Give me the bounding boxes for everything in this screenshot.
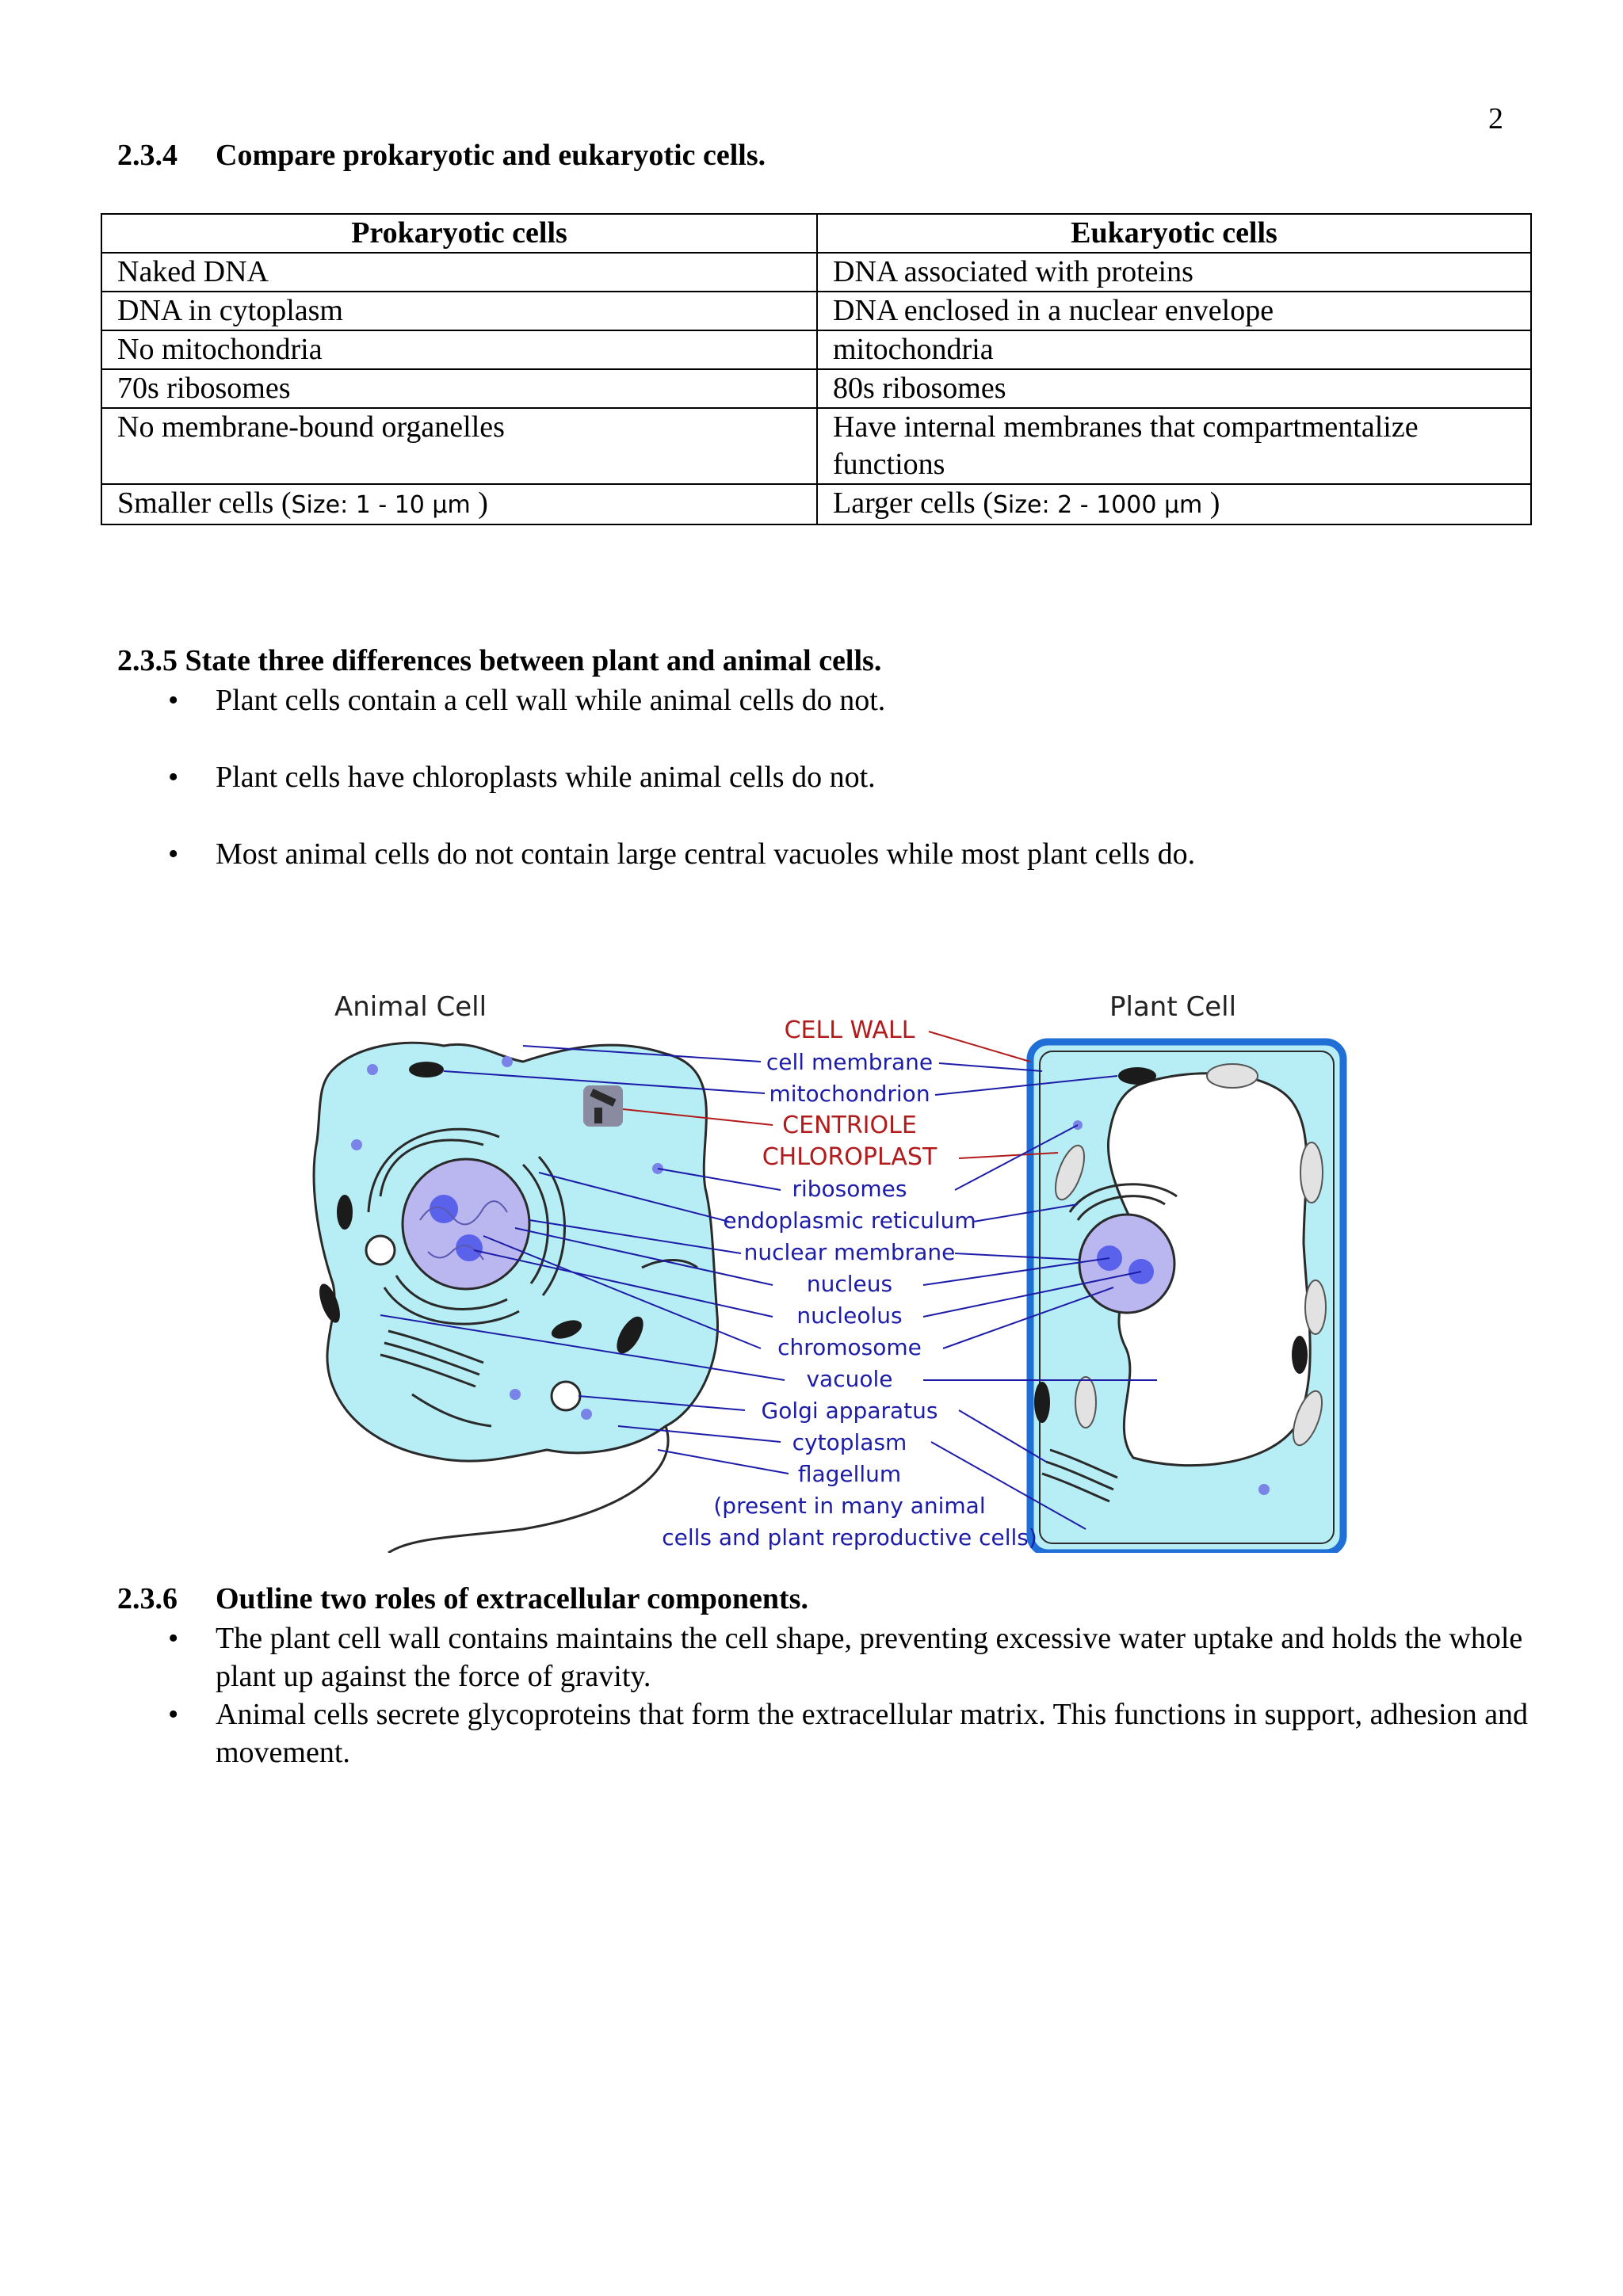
cell-text: )	[1202, 486, 1220, 520]
table-cell: Naked DNA	[101, 253, 817, 292]
cell-text: Smaller cells (	[117, 486, 292, 520]
label-chromosome: chromosome	[777, 1334, 922, 1360]
table-row	[101, 369, 1531, 408]
section-title: Outline two roles of extracellular components.	[216, 1582, 808, 1615]
table-cell	[817, 484, 1531, 524]
label-flagellum: flagellum	[797, 1461, 902, 1487]
section-2-3-4-heading	[117, 138, 766, 173]
table-header-prokaryotic: Prokaryotic cells	[101, 214, 817, 253]
section-2-3-5-heading: 2.3.5 State three differences between plant and animal cells.	[117, 644, 882, 677]
table-cell	[101, 484, 817, 524]
plant-nuclear-membrane	[1079, 1215, 1174, 1313]
table-header-eukaryotic: Eukaryotic cells	[817, 214, 1531, 253]
table-cell: Have internal membranes that compartmentalize functions	[817, 408, 1531, 484]
label-cell-membrane: cell membrane	[766, 1049, 934, 1075]
section-number: 2.3.6	[117, 1582, 178, 1615]
size-text: Size: 1 - 10 µm	[291, 491, 471, 519]
table-cell: DNA in cytoplasm	[101, 292, 817, 330]
label-flagellum-note: (present in many animal	[713, 1493, 986, 1519]
label-cell-wall: CELL WALL	[784, 1016, 915, 1044]
comparison-table	[101, 213, 1532, 525]
label-ribosomes: ribosomes	[792, 1176, 907, 1202]
list-item: • Plant cells contain a cell wall while animal cells do not.	[216, 681, 1531, 719]
table-cell: DNA associated with proteins	[817, 253, 1531, 292]
label-er: endoplasmic reticulum	[723, 1207, 976, 1234]
cell-text: Larger cells (	[833, 486, 993, 520]
section-title: Compare prokaryotic and eukaryotic cells.	[216, 139, 766, 172]
size-text: Size: 2 - 1000 µm	[992, 491, 1203, 519]
table-row	[101, 253, 1531, 292]
list-item: • Most animal cells do not contain large central vacuoles while most plant cells do.	[216, 835, 1531, 873]
label-cytoplasm: cytoplasm	[792, 1429, 907, 1455]
animal-vacuole	[552, 1382, 580, 1410]
table-cell: mitochondria	[817, 330, 1531, 369]
table-row	[101, 408, 1531, 484]
label-nucleus: nucleus	[806, 1271, 893, 1297]
centriole-tube	[594, 1108, 602, 1123]
label-golgi: Golgi apparatus	[761, 1398, 938, 1424]
centriole-shape	[583, 1085, 623, 1127]
list-item: • The plant cell wall contains maintains the cell shape, preventing excessive water uptake and holds the whole plant up against the force of gravity.	[216, 1619, 1531, 1695]
table-cell: DNA enclosed in a nuclear envelope	[817, 292, 1531, 330]
table-cell: No mitochondria	[101, 330, 817, 369]
extracellular-roles-list	[216, 1619, 1531, 1772]
table-cell: No membrane-bound organelles	[101, 408, 817, 484]
list-item: • Animal cells secrete glycoproteins that form the extracellular matrix. This functions in support, adhesion and movement.	[216, 1695, 1531, 1772]
table-header-row	[101, 214, 1531, 253]
label-nuclear-membrane: nuclear membrane	[743, 1239, 956, 1265]
label-nucleolus: nucleolus	[796, 1302, 903, 1329]
cell-diagram-svg	[285, 982, 1363, 1553]
list-item: • Plant cells have chloroplasts while animal cells do not.	[216, 758, 1531, 796]
animal-nucleolus	[456, 1234, 483, 1261]
label-flagellum-note: cells and plant reproductive cells)	[662, 1524, 1037, 1550]
differences-list	[216, 681, 1531, 873]
plant-cell-title: Plant Cell	[1109, 991, 1237, 1023]
table-row	[101, 484, 1531, 524]
table-cell: 80s ribosomes	[817, 369, 1531, 408]
section-number: 2.3.4	[117, 139, 178, 172]
cell-text: )	[470, 486, 488, 520]
animal-vacuole	[366, 1236, 395, 1264]
table-row	[101, 330, 1531, 369]
label-chloroplast: CHLOROPLAST	[762, 1143, 938, 1171]
animal-cell-title: Animal Cell	[334, 991, 487, 1023]
section-2-3-6-heading	[117, 1581, 808, 1616]
label-mitochondrion: mitochondrion	[769, 1081, 930, 1107]
label-vacuole: vacuole	[806, 1366, 893, 1392]
table-cell: 70s ribosomes	[101, 369, 817, 408]
page-number: 2	[1488, 102, 1503, 135]
label-centriole: CENTRIOLE	[782, 1112, 917, 1139]
cell-diagram	[285, 982, 1363, 1553]
table-row	[101, 292, 1531, 330]
